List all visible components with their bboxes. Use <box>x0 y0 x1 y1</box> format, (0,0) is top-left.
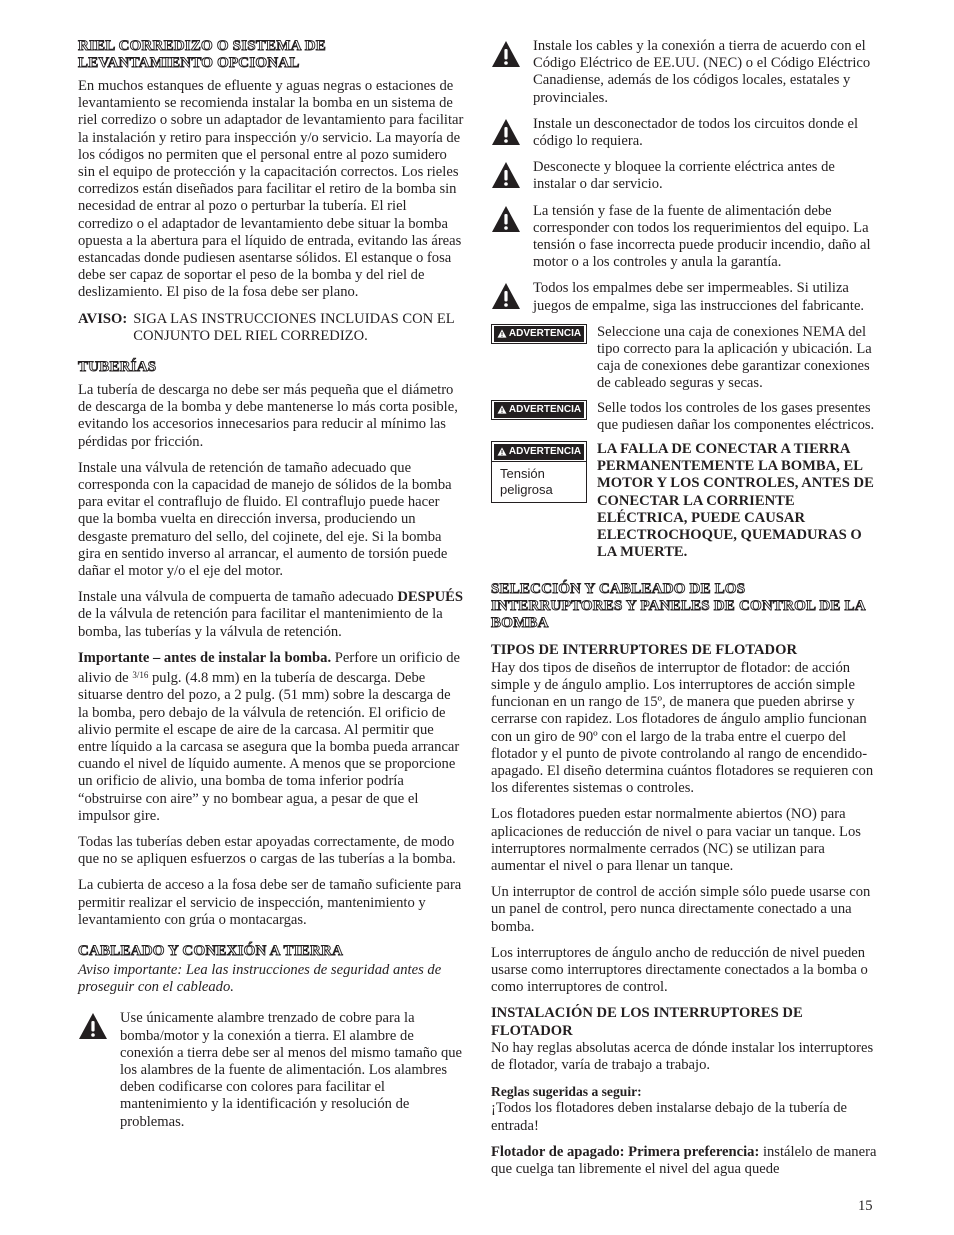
safety-item-2 <box>491 116 877 150</box>
badge-wrap <box>491 441 597 503</box>
heading-seleccion: SELECCIÓN Y CABLEADO DE LOS INTERRUPTORES Y PANELES DE CONTROL DE LA BOMBA <box>491 581 865 632</box>
paragraph-tuberia-1: La tubería de descarga no debe ser más pequeña que el diámetro de descarga de la bomba y debe mantenerse lo más corta posible, evitando los accesorios innecesarios para reducir al mínimo las pérdidas por fricción. <box>78 382 458 450</box>
emphasis-apagado: Flotador de apagado: Primera preferencia: <box>491 1143 760 1160</box>
safety-item-3 <box>491 159 877 193</box>
text-run: pulg. (4.8 mm) en la tubería de descarga. Debe situarse dentro del pozo, a 2 pulg. (51 mm) sobre la descarga de la bomba, pero debajo de la válvula de retención. El orificio de alivio permite el escape de aire de la carcasa. Al permitir que entre líquido a la carcasa se asegura que la bomba pueda arrancar cuando el nivel de líquido aumente. A menos que se proporcione un orificio de alivio, una bomba de toma inferior podría “obstruirse con aire” y no bombear agua, a pesar de que el impulsor gire. <box>78 670 460 824</box>
warning-triangle-icon <box>491 159 533 189</box>
aviso-text: SIGA LAS INSTRUCCIONES INCLUIDAS CON EL CONJUNTO DEL RIEL CORREDIZO. <box>133 310 455 344</box>
subheading-reglas: Reglas sugeridas a seguir: <box>491 1084 642 1100</box>
badge-inner <box>494 326 584 342</box>
text-run: Instale una válvula de compuerta de tamaño adecuado <box>78 589 398 606</box>
paragraph-apagado <box>491 1144 877 1178</box>
heading-riel-corredizo: RIEL CORREDIZO O SISTEMA DE LEVANTAMIENTO OPCIONAL <box>78 38 326 71</box>
safety-item-cableado <box>78 1010 464 1130</box>
warning-triangle-icon <box>491 38 533 68</box>
badge-label: ADVERTENCIA <box>508 404 582 416</box>
text-run: Perfore un orificio de alivio de <box>78 649 460 687</box>
text-run: de la válvula de retención para facilitar el mantenimiento de la bomba, las tuberías y la válvula de retención. <box>78 606 443 640</box>
text-run: instálelo de manera que cuelga tan libremente el nivel del agua quede <box>491 1143 877 1177</box>
paragraph-tuberia-4 <box>78 650 464 825</box>
heading-tuberias: TUBERÍAS <box>78 359 157 376</box>
badge-inner <box>494 444 584 460</box>
safety-item-5 <box>491 280 877 314</box>
paragraph-reglas: ¡Todos los flotadores deben instalarse debajo de la tubería de entrada! <box>491 1100 848 1134</box>
warning-triangle-icon <box>491 203 533 233</box>
safety-text: Todos los empalmes debe ser impermeables. Si utiliza juegos de empalme, siga las instrucciones del fabricante. <box>533 280 865 314</box>
advertencia-item-1 <box>491 324 877 393</box>
fraction: 3/16 <box>132 670 149 681</box>
paragraph-cableado-aviso: Aviso importante: Lea las instrucciones de seguridad antes de proseguir con el cableado. <box>78 961 442 996</box>
paragraph-tipos: Hay dos tipos de diseños de interruptor de flotador: de acción simple y de ángulo amplio. Los interruptores de acción simple funcionan en un rango de 15º, de manera que pueden abrirse y cerrarse con rapidez. Los flotadores de ángulo amplio funcionan con un giro de 90º con el largo de la traba entre el cuerpo del flotador y el punto de pivote controlando al rango de encendido-apagado. El diseño determina cuántos flotadores se requieren con los diferentes sistemas o controles. <box>491 659 874 797</box>
badge-label: ADVERTENCIA <box>508 445 582 457</box>
tension-peligrosa-box <box>491 441 587 503</box>
emphasis-importante: Importante – antes de instalar la bomba. <box>78 649 332 666</box>
advertencia-text-bold: LA FALLA DE CONECTAR A TIERRA PERMANENTEMENTE LA BOMBA, EL MOTOR Y LOS CONTROLES, ANTES DE CONECTAR LA CORRIENTE ELÉCTRICA, PUEDE CAUSAR ELECTROCHOQUE, QUEMADURAS O LA MUERTE. <box>597 441 874 561</box>
warning-triangle-icon <box>497 447 507 456</box>
advertencia-badge <box>491 324 587 344</box>
safety-text: Use únicamente alambre trenzado de cobre para la bomba/motor y la conexión a tierra. El alambre de conexión a tierra debe ser al menos del mismo tamaño que los alambres de la fuente de alimentación. Los alambres deben codificarse con colores para facilitar el mantenimiento y la identificación y resolución de problemas. <box>120 1010 463 1130</box>
paragraph-tuberia-6: La cubierta de acceso a la fosa debe ser de tamaño suficiente para permitir realizar el servicio de inspección, mantenimiento y levantamiento con grúa o montacargas. <box>78 877 462 928</box>
paragraph-tuberia-3 <box>78 589 464 641</box>
badge-wrap <box>491 400 597 420</box>
paragraph-flotadores-2: Un interruptor de control de acción simple sólo puede usarse con un panel de control, pero nunca directamente conectado a una bomba. <box>491 884 871 935</box>
warning-triangle-icon <box>497 329 507 338</box>
left-column <box>78 38 464 1140</box>
emphasis-despues: DESPUÉS <box>397 589 464 606</box>
paragraph-tuberia-5: Todas las tuberías deben estar apoyadas correctamente, de modo que no se apliquen esfuerzos o cargas de las tuberías a la bomba. <box>78 833 456 868</box>
advertencia-item-2 <box>491 400 877 434</box>
advertencia-badge <box>491 400 587 420</box>
paragraph-instalacion: No hay reglas absolutas acerca de dónde instalar los interruptores de flotador, varía de trabajo a trabajo. <box>491 1039 874 1073</box>
advertencia-item-3 <box>491 441 877 561</box>
warning-triangle-icon <box>491 116 533 146</box>
safety-text: La tensión y fase de la fuente de alimentación debe corresponder con todos los requerimientos del equipo. La tensión o fase incorrecta puede producir incendio, daño al motor o a los controles y anula la garantía. <box>533 202 871 271</box>
safety-text: Instale un desconectador de todos los circuitos donde el código lo requiera. <box>533 115 859 150</box>
paragraph-riel: En muchos estanques de efluente y aguas negras o estaciones de levantamiento se recomienda instalar la bomba en un sistema de riel corredizo o sobre un adaptador de levantamiento para facilitar la instalación y retiro para inspección y/o servicio. La mayoría de los códigos no permiten que el personal entre al pozo sumidero sin el equipo de protección y la capacitación correctos. Los rieles corredizos están diseñados para facilitar el retiro de la bomba sin necesidad de entrar al pozo o perturbar la tubería. El riel corredizo o el adaptador de levantamiento debe situar la bomba opuesta a la abertura para el líquido de entrada, evitando las áreas estancadas donde pudiesen asentarse sólidos. El estanque o fosa debe ser capaz de soportar el peso de la bomba y del riel de deslizamiento. El piso de la fosa debe ser plano. <box>78 78 464 301</box>
safety-text: Desconecte y bloquee la corriente eléctrica antes de instalar o dar servicio. <box>533 159 835 193</box>
aviso-notice <box>78 311 464 345</box>
subheading-instalacion: INSTALACIÓN DE LOS INTERRUPTORES DE FLOTADOR <box>491 1005 803 1039</box>
paragraph-flotadores-3: Los interruptores de ángulo ancho de reducción de nivel pueden usarse como interruptores directamente conectados a la bomba o como interruptores de control. <box>491 944 868 996</box>
warning-triangle-icon <box>497 405 507 414</box>
right-column <box>491 38 877 1187</box>
badge-subtext: Tensión peligrosa <box>500 466 553 498</box>
safety-item-4 <box>491 203 877 272</box>
warning-triangle-icon <box>491 280 533 310</box>
safety-text: Instale los cables y la conexión a tierra de acuerdo con el Código Eléctrico de EE.UU. (NEC) o el Código Eléctrico Canadiense, además de los códigos locales, estatales y provinciales. <box>533 38 871 106</box>
paragraph-flotadores-1: Los flotadores pueden estar normalmente abiertos (NO) para aplicaciones de reducción de nivel o para vaciar un tanque. Los interruptores normalmente cerrados (NC) se utilizan para aumentar el nivel o para llenar un tanque. <box>491 806 861 874</box>
page-number: 15 <box>858 1198 873 1214</box>
advertencia-badge <box>492 442 586 462</box>
paragraph-tuberia-2: Instale una válvula de retención de tamaño adecuado que corresponda con la capacidad de manejo de sólidos de la bomba para evitar el contraflujo de fluido. El contraflujo puede hacer que la bomba vuelta en dirección inversa, produciendo un desgaste prematuro del sello, del cojinete, del eje. Si la bomba gira en sentido inverso al arrancar, el aumento de torsión puede dañar el motor y/o el eje del motor. <box>78 459 452 580</box>
subheading-tipos: TIPOS DE INTERRUPTORES DE FLOTADOR <box>491 642 797 659</box>
aviso-label: AVISO: <box>78 310 128 327</box>
heading-cableado: CABLEADO Y CONEXIÓN A TIERRA <box>78 942 344 959</box>
advertencia-text: Selle todos los controles de los gases presentes que pudiesen dañar los componentes eléctricos. <box>597 399 875 433</box>
warning-triangle-icon <box>78 1010 120 1040</box>
badge-label: ADVERTENCIA <box>508 328 582 340</box>
advertencia-text: Seleccione una caja de conexiones NEMA del tipo correcto para la aplicación y ubicación. La caja de conexiones debe garantizar conexiones de cableado seguras y secas. <box>597 323 872 392</box>
badge-inner <box>494 402 584 418</box>
safety-item-1 <box>491 38 877 107</box>
badge-wrap <box>491 324 597 344</box>
